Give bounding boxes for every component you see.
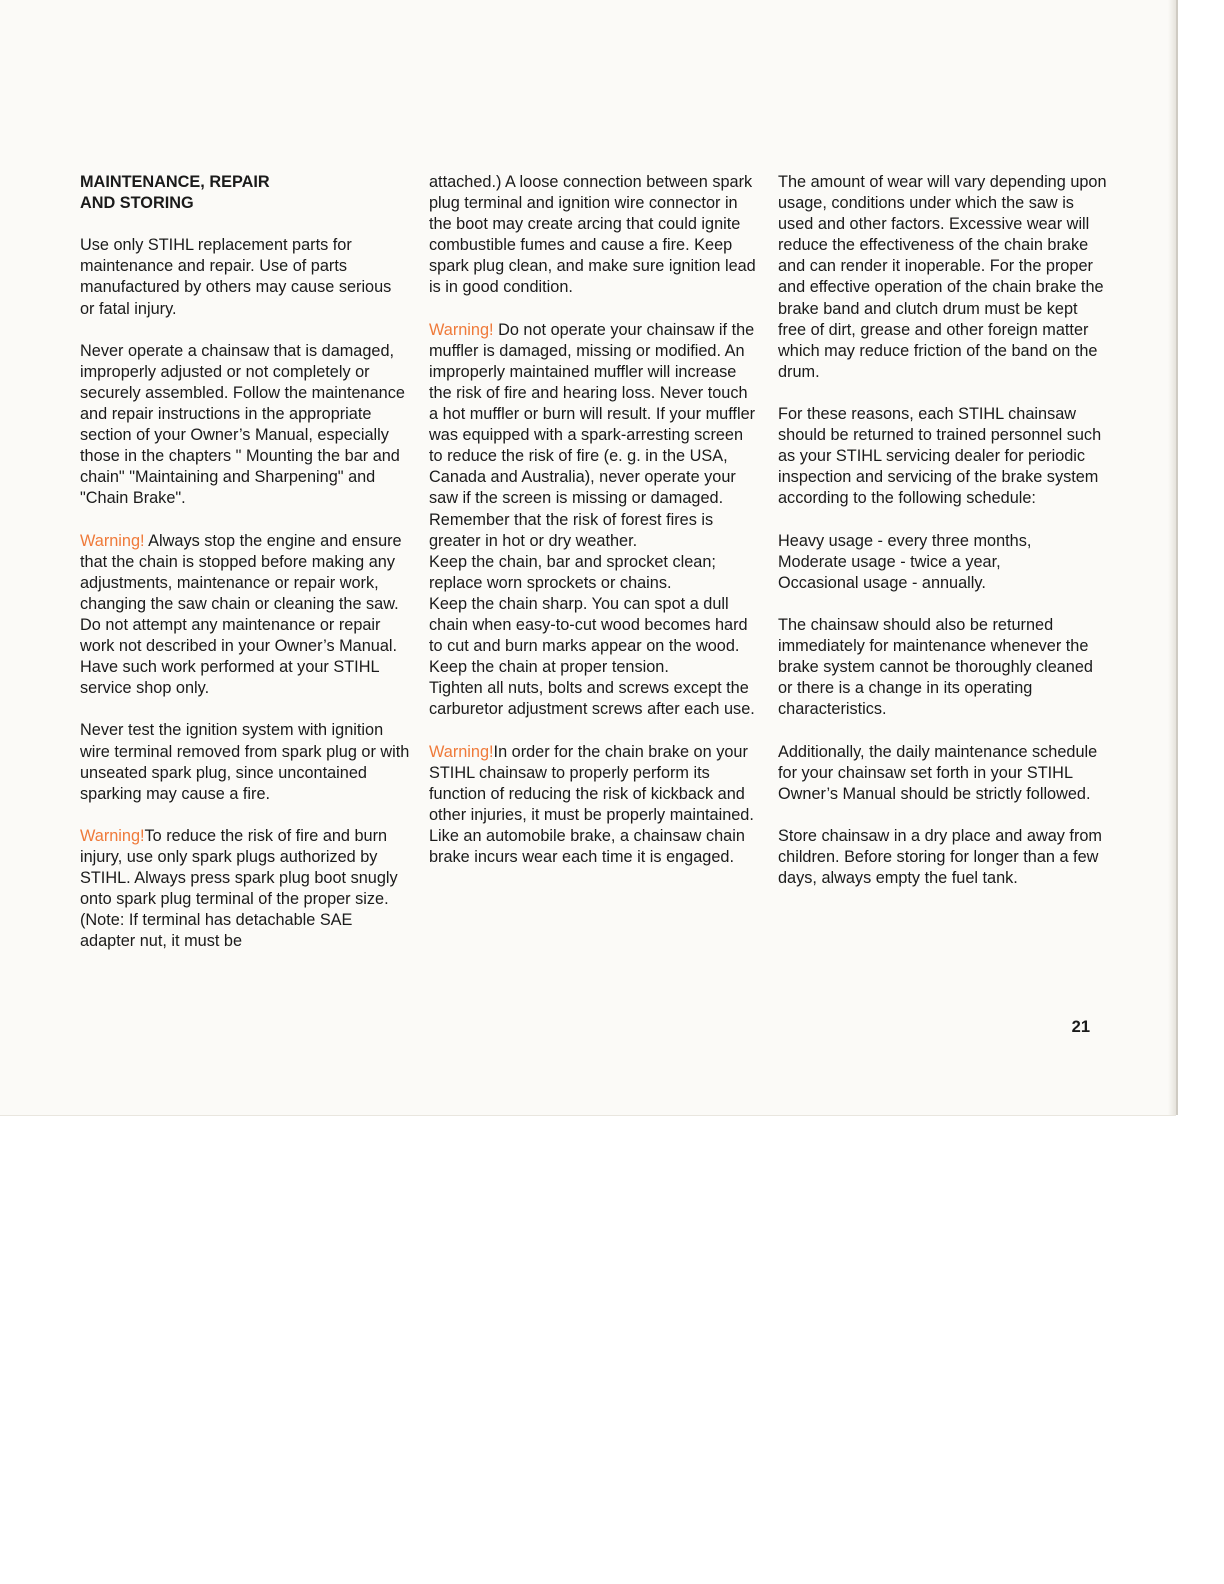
page-edge-shadow (1168, 0, 1176, 1115)
heading-line-2: AND STORING (80, 194, 194, 213)
paragraph-daily-maintenance: Additionally, the daily maintenance schedule for your chainsaw set forth in your STIHL Owner’s Manual should be strictly followed. (778, 742, 1098, 803)
warning-text: Always stop the engine and ensure that the chain is stopped before making any adjustments, maintenance or repair work, changing the saw chain or cleaning the saw. Do not attempt any maintenance or repair work not described in your Owner’s Manual. Have such work performed at your STIHL service shop only. (80, 531, 402, 698)
warning-spark-plugs (80, 826, 410, 953)
warning-text: Do not operate your chainsaw if the muffler is damaged, missing or modified. An improperly maintained muffler will increase the risk of fire and hearing loss. Never touch a hot muffler or burn will result. If your muffler was equipped with a spark-arresting screen to reduce the risk of fire (e. g. in the USA, Canada and Australia), never operate your saw if the screen is missing or damaged. Remember that the risk of forest fires is greater in hot or dry weather. (429, 320, 756, 550)
warning-text: In order for the chain brake on your STIHL chainsaw to properly perform its function of reducing the risk of kickback and other injuries, it must be properly maintained. Like an automobile brake, a chainsaw chain brake incurs wear each time it is engaged. (429, 742, 754, 866)
paragraph-chain-clean: Keep the chain, bar and sprocket clean; replace worn sprockets or chains. (429, 552, 716, 592)
schedule-heavy-usage: Heavy usage - every three months, (778, 531, 1032, 550)
paragraph-never-operate-damaged: Never operate a chainsaw that is damaged, improperly adjusted or not completely or securely assembled. Follow the maintenance and repair instructions in the appropriate section of your Owner’s Manual, especially those in the chapters " Mounting the bar and chain" "Maintaining and Sharpening" and "Chain Brake". (80, 341, 405, 508)
page-number: 21 (1071, 1018, 1090, 1036)
schedule-moderate-usage: Moderate usage - twice a year, (778, 552, 1001, 571)
paragraph-chain-sharp: Keep the chain sharp. You can spot a dull chain when easy-to-cut wood becomes hard to cut and burn marks appear on the wood. (429, 594, 748, 656)
paragraph-replacement-parts: Use only STIHL replacement parts for maintenance and repair. Use of parts manufactured by others may cause serious or fatal injury. (80, 236, 392, 318)
paragraph-amount-of-wear: The amount of wear will vary depending upon usage, conditions under which the saw is used and other factors. Excessive wear will reduce the effectiveness of the chain brake and can render it inoperable. For the proper and effective operation of the chain brake the brake band and clutch drum must be kept free of dirt, grease and other foreign matter which may reduce friction of the band on the drum. (778, 173, 1107, 381)
column-left (80, 172, 410, 952)
paragraph-ignition-test: Never test the ignition system with ignition wire terminal removed from spark plug or with unseated spark plug, since uncontained sparking may cause a fire. (80, 721, 410, 803)
section-heading (80, 172, 410, 214)
paragraph-storage: Store chainsaw in a dry place and away from children. Before storing for longer than a few days, always empty the fuel tank. (778, 826, 1102, 888)
schedule-occasional-usage: Occasional usage - annually. (778, 573, 986, 592)
warning-label: Warning! (80, 826, 145, 845)
paragraph-loose-connection: attached.) A loose connection between spark plug terminal and ignition wire connector in the boot may create arcing that could ignite combustible fumes and cause a fire. Keep spark plug clean, and make sure ignition lead is in good condition. (429, 173, 756, 297)
page-edge-line (1176, 0, 1178, 1115)
paragraph-inspection-schedule: For these reasons, each STIHL chainsaw should be returned to trained personnel such as your STIHL servicing dealer for periodic inspection and servicing of the brake system according to the following schedule: (778, 405, 1102, 508)
warning-text: To reduce the risk of fire and burn injury, use only spark plugs authorized by STIHL. Always press spark plug boot snugly onto spark plug terminal of the proper size. (Note: If terminal has detachable SAE adapter nut, it must be (80, 826, 398, 951)
warning-label: Warning! (429, 742, 494, 761)
warning-label: Warning! (80, 531, 145, 550)
warning-chain-brake (429, 742, 759, 869)
paragraph-return-immediately: The chainsaw should also be returned immediately for maintenance whenever the brake system cannot be thoroughly cleaned or there is a change in its operating characteristics. (778, 615, 1093, 719)
paragraph-chain-tension: Keep the chain at proper tension. (429, 658, 669, 677)
column-right (778, 172, 1108, 889)
column-middle (429, 172, 759, 868)
warning-muffler (429, 320, 759, 552)
paragraph-tighten-nuts: Tighten all nuts, bolts and screws except the carburetor adjustment screws after each use. (429, 679, 755, 719)
heading-line-1: MAINTENANCE, REPAIR (80, 173, 270, 191)
warning-stop-engine (80, 531, 410, 700)
warning-label: Warning! (429, 320, 494, 339)
